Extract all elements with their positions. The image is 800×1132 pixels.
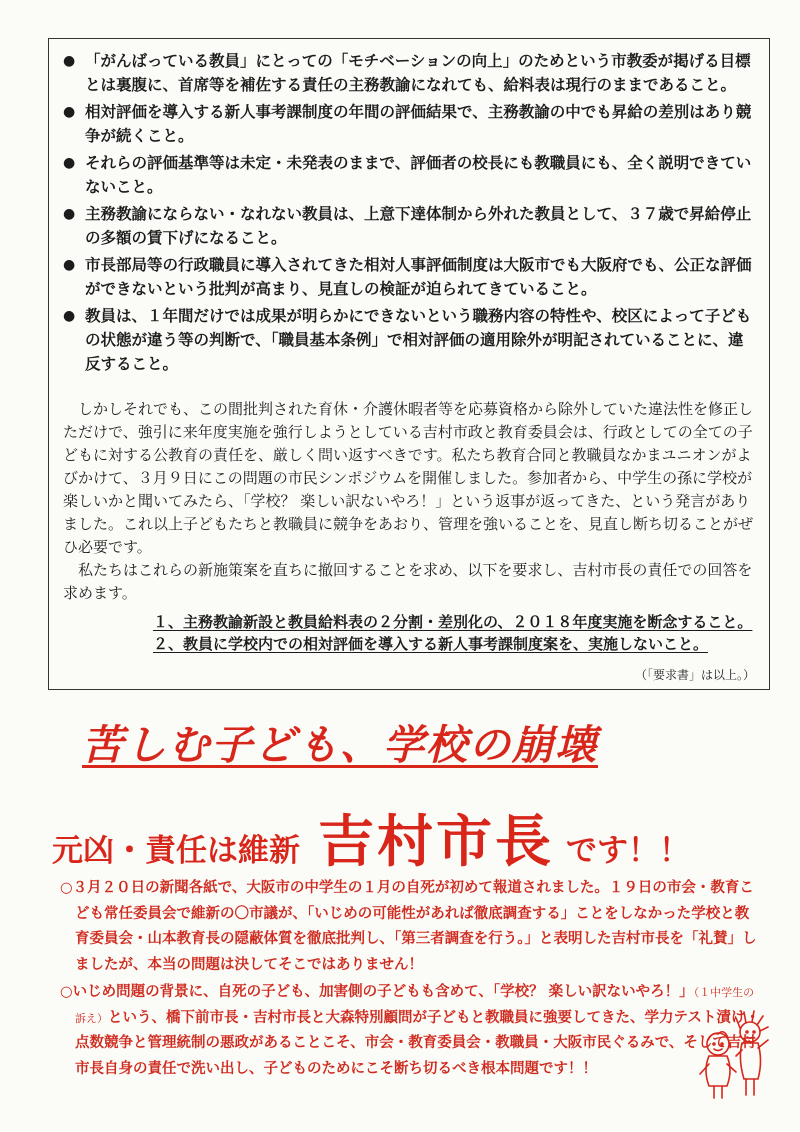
red-paragraph: ○３月２０日の新聞各紙で、大阪市の中学生の１月の自死が初めて報道されました。１９日の市会・教育こども常任委員会で維新の〇市議が、「いじめの可能性があれば徹底調査する」ことをしなかった学校と教育委員会・山本教育長の隠蔽体質を徹底批判し、「第三者調査を行う。」と表明した吉村市長を「礼賛」しましたが、本当の問題は決してそこではありません！ bbox=[60, 880, 757, 973]
bullet-item: ● 教員は、１年間だけでは成果が明らかにできないという職務内容の特性や、校区によって子どもの状態が違う等の判断で、「職員基本条例」で相対評価の適用除外が明記されていることに、違反すること。 bbox=[63, 304, 755, 376]
red-paragraph-note: （１中学生の訴え） bbox=[75, 986, 755, 1025]
bullet-item: ● 「がんばっている教員」にとっての「モチベーションの向上」のためという市教委が掲げる目標とは裏腹に、首席等を補佐する責任の主務教諭になれても、給料表は現行のままであること。 bbox=[63, 49, 755, 97]
footnote: （「要求書」は以上。） bbox=[634, 668, 755, 682]
bullet-item: ● 主務教諭にならない・なれない教員は、上意下達体制から外れた教員として、３７歳で昇給停止の多額の賃下げになること。 bbox=[63, 202, 755, 250]
bullet-item: ● 市長部局等の行政職員に導入されてきた相対人事評価制度は大阪市でも大阪府でも、公正な評価ができないという批判が高まり、見直しの検証が迫られてきていること。 bbox=[63, 253, 755, 301]
red-paragraph-before: ○いじめ問題の背景に、自死の子ども、加害側の子どもも含めて、「学校？ 楽しい訳ないやろ！」 bbox=[60, 984, 694, 1000]
demand-list bbox=[63, 611, 755, 655]
body-paragraph: しかしそれでも、この間批判された育休・介護休暇者等を応募資格から除外していた違法性を修正しただけで、強引に来年度実施を強行しようとしている吉村市政と教育委員会は、行政としての全ての子どもに対する公教育の責任を、厳しく問い返すべきです。私たち教育合同と教職員なかまユニオンがよびかけて、３月９日にこの問題の市民シンポジウムを開催しました。参加者から、中学生の孫に学校が楽しいかと聞いてみたら、「学校？ 楽しい訳ないやろ！」という返事が返ってきた、という発言がありました。これ以上子どもたちと教職員に競争をあおり、管理を強いることを、見直し断ち切ることがぜひ必要です。 bbox=[63, 400, 754, 556]
bullet-item: ● それらの評価基準等は未定・未発表のままで、評価者の校長にも教職員にも、全く説明できていないこと。 bbox=[63, 151, 755, 199]
red-paragraph-after: という、橋下前市長・吉村市長と大森特別顧問が子どもと教職員に強要してきた、学力テスト漬け・点数競争と管理統制の悪政があることこそ、市会・教育委員会・教職員・大阪市民ぐるみで、そして吉村市長自身の責任で洗い出し、子どものためにこそ断ち切るべき根本問題です！！ bbox=[75, 1009, 760, 1077]
body-paragraph: 私たちはこれらの新施策案を直ちに撤回することを求め、以下を要求し、吉村市長の責任での回答を求めます。 bbox=[63, 561, 753, 602]
children-illustration-icon bbox=[694, 1006, 774, 1102]
red-section bbox=[60, 876, 760, 1084]
demand-box bbox=[48, 38, 770, 690]
headline-prefix: 元凶・責任は維新 bbox=[52, 833, 300, 869]
bullet-item: ● 相対評価を導入する新人事考課制度の年間の評価結果で、主務教諭の中でも昇給の差別はあり競争が続くこと。 bbox=[63, 100, 755, 148]
bullet-list bbox=[63, 49, 755, 376]
headline-primary: 苦しむ子ども、学校の崩壊 bbox=[82, 721, 598, 769]
demand-item: １、主務教諭新設と教員給料表の２分割・差別化の、２０１８年度実施を断念すること。 bbox=[153, 613, 753, 631]
headline-secondary bbox=[52, 798, 772, 878]
demand-item: ２、教員に学校内での相対評価を導入する新人事考課制度案を、実施しないこと。 bbox=[153, 635, 709, 653]
headline-suffix: です！！ bbox=[566, 833, 690, 869]
headline-name: 吉村市長 bbox=[318, 810, 554, 875]
red-paragraph bbox=[60, 980, 760, 1082]
